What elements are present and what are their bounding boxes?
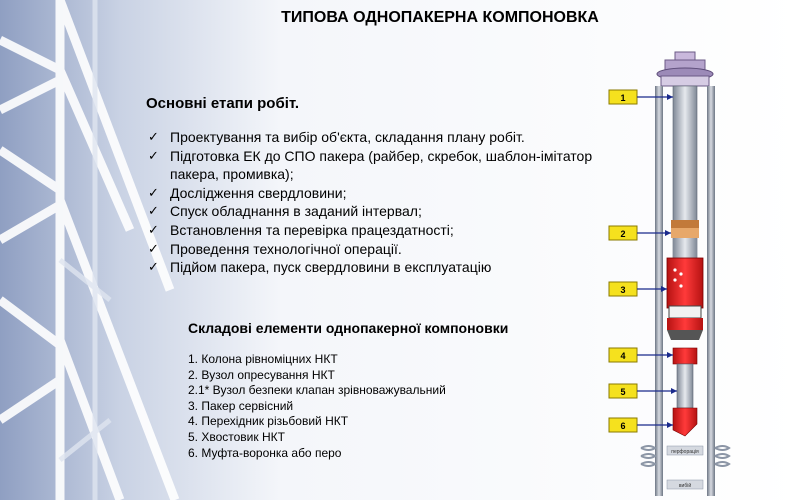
check-icon: ✓	[148, 221, 159, 237]
slide-title: ТИПОВА ОДНОПАКЕРНА КОМПОНОВКА	[281, 9, 599, 26]
list-item: 4. Перехідник різьбовий НКТ	[188, 414, 349, 429]
list-item: 5. Хвостовик НКТ	[188, 429, 285, 444]
svg-text:5: 5	[620, 387, 626, 397]
check-icon: ✓	[148, 147, 159, 163]
list-item: ✓ Встановлення та перевірка працездатності;	[148, 221, 454, 238]
packer-assembly-diagram	[605, 48, 745, 500]
tail-pipe	[677, 364, 693, 408]
list-item: 2. Вузол опресування НКТ	[188, 367, 335, 382]
funnel	[673, 408, 697, 436]
check-icon: ✓	[148, 259, 159, 275]
list-item: ✓ Спуск обладнання в заданий інтервал;	[148, 203, 422, 220]
check-icon: ✓	[148, 240, 159, 256]
list-item: ✓ Підйом пакера, пуск свердловини в експлуатацію	[148, 259, 492, 276]
perforation-label: перфорація	[671, 449, 699, 455]
callout-5	[609, 384, 677, 398]
list-item: ✓ Дослідження свердловини;	[148, 184, 347, 201]
callout-4	[609, 348, 673, 362]
list-item: 3. Пакер сервісний	[188, 398, 294, 413]
check-icon: ✓	[148, 129, 159, 144]
svg-text:3: 3	[620, 285, 626, 295]
callout-1	[609, 90, 673, 104]
list-item: ✓ Підготовка ЕК до СПО пакера (райбер, скребок, шаблон-імітатор пакера, промивка);	[148, 147, 593, 183]
stages-list	[146, 128, 596, 277]
wellhead	[657, 52, 713, 86]
elements-list	[188, 352, 446, 461]
elements-heading: Складові елементи однопакерної компоновки	[188, 320, 509, 336]
list-item: 6. Муфта-воронка або перо	[188, 445, 342, 460]
list-item: 2.1* Вузол безпеки клапан зрівноважувальний	[188, 383, 446, 398]
callout-6	[609, 418, 673, 432]
svg-text:1: 1	[620, 93, 626, 103]
list-item: ✓ Проведення технологічної операції.	[148, 240, 402, 257]
svg-text:4: 4	[620, 351, 626, 361]
check-icon: ✓	[148, 184, 159, 200]
list-item: ✓ Проектування та вибір об'єкта, складання плану робіт.	[148, 129, 525, 145]
stages-heading: Основні етапи робіт.	[146, 95, 300, 112]
packer	[667, 258, 703, 340]
list-item: 1. Колона рівноміцних НКТ	[188, 352, 338, 366]
casing-right	[707, 86, 715, 496]
bottom-label: вибій	[678, 483, 692, 489]
adapter	[673, 348, 697, 364]
svg-text:6: 6	[620, 421, 626, 431]
svg-text:2: 2	[620, 229, 626, 239]
check-icon: ✓	[148, 203, 159, 219]
